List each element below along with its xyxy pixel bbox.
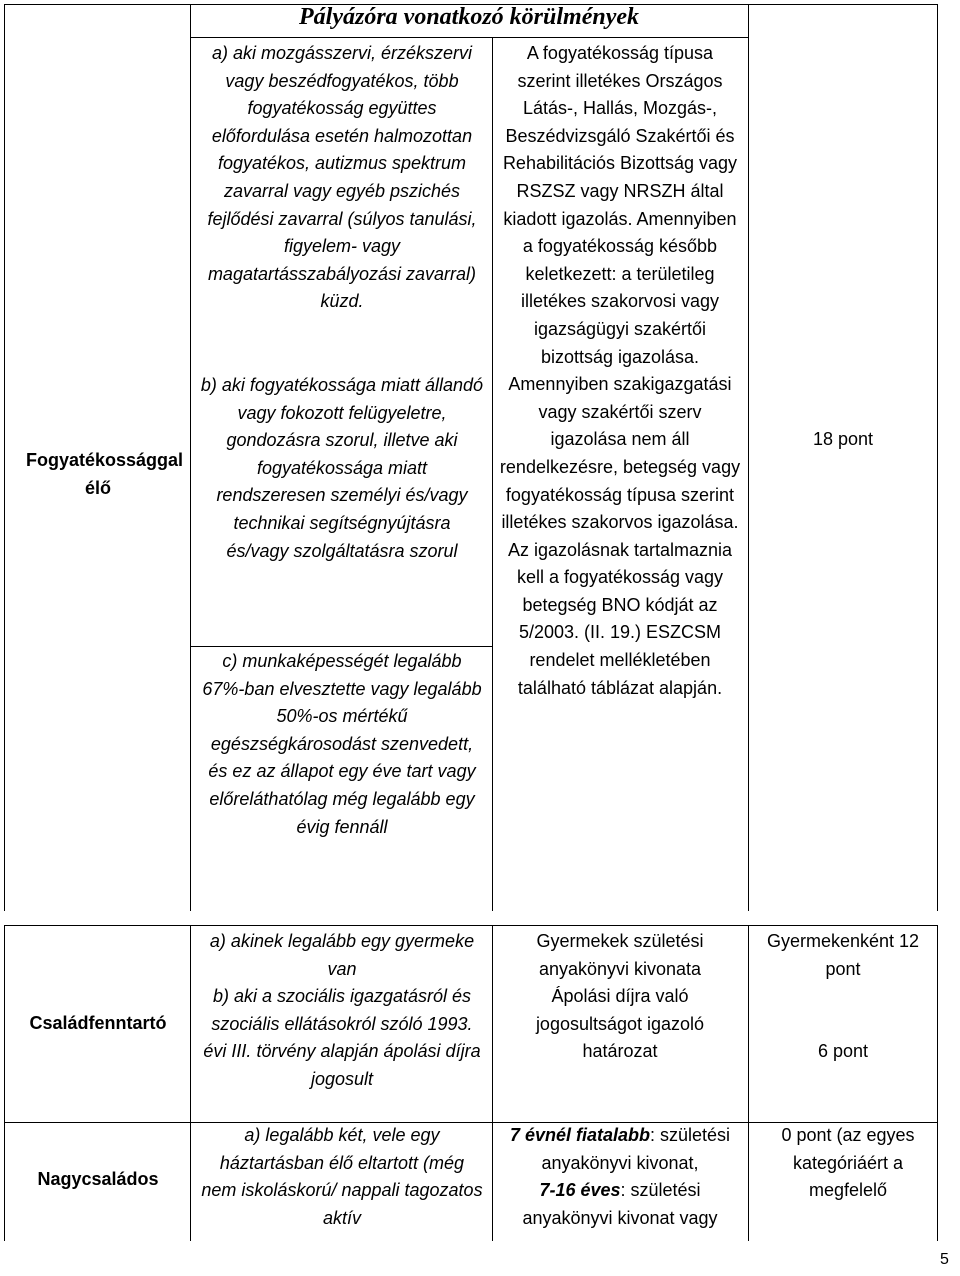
condition-a-fogyatekos: a) aki mozgásszervi, érzékszervi vagy beszédfogyatékos, több fogyatékosság együttes előfordulása esetén halmozottan fogyatékos, autizmus spektrum zavarral vagy egyéb pszichés fejlődési zavarral (súlyos tanulási, figyelem- vagy magatartásszabályozási zavarral) küzd.	[207, 43, 477, 312]
table2-col-divider-1	[190, 925, 191, 1241]
category-nagycsalados: Nagycsaládos	[37, 1169, 159, 1190]
points-fogyatekos: 18 pont	[812, 429, 874, 450]
condition-c-fogyatekos: c) munkaképességét legalább 67%-ban elvesztette vagy legalább 50%-os mértékű egészségkárosodást szenvedett, és ez az állapot egy éve tart vagy előreláthatólag még legalább egy évig fennáll	[202, 651, 482, 837]
document-szuletesi-anyakonyv: Gyermekek születési anyakönyvi kivonata	[536, 931, 704, 979]
table-header-bottom	[190, 37, 748, 38]
col-divider-3	[748, 4, 749, 911]
table2-border-right	[937, 925, 938, 1241]
table-border-right	[937, 4, 938, 911]
page-number: 5	[940, 1251, 949, 1268]
documents-nagycsalados	[498, 1122, 742, 1232]
points-nagycsalados: 0 pont (az egyes kategóriáért a megfelelő	[781, 1125, 915, 1201]
table2-border-left	[4, 925, 5, 1241]
points-apolasi-dij: 6 pont	[817, 1041, 869, 1061]
table-border-left	[4, 4, 5, 911]
condition-b-fogyatekos: b) aki fogyatékossága miatt állandó vagy fokozott felügyeletre, gondozásra szorul, illetve aki fogyatékossága miatt rendszeresen személyi és/vagy technikai segítségnyújtásra és/vagy szolgáltatásra szorul	[200, 375, 484, 561]
table2-col-divider-3	[748, 925, 749, 1241]
document-apolasi-dij: Ápolási díjra való jogosultságot igazoló határozat	[535, 986, 705, 1062]
age-under-7-label: 7 évnél fiatalabb	[509, 1125, 650, 1145]
condition-a-nagycsalados: a) legalább két, vele egy háztartásban élő eltartott (még nem iskoláskorú/ nappali tagozatos aktív	[201, 1125, 483, 1228]
col-divider-1	[190, 4, 191, 911]
condition-a-csaladfenntarto: a) akinek legalább egy gyermeke van	[209, 931, 475, 979]
age-under-7-text: : születési anyakönyvi kivonat,	[541, 1125, 731, 1173]
age-7-16-text: : születési anyakönyvi kivonat vagy	[522, 1180, 718, 1228]
table-top-second-section	[4, 925, 938, 926]
condition-b-divider	[190, 646, 492, 647]
table-title: Pályázóra vonatkozó körülmények	[299, 4, 639, 30]
table2-col-divider-2	[492, 925, 493, 1241]
category-csaladfenntarto: Családfenntartó	[29, 1013, 167, 1034]
category-fogyatekossaggal-elo: Fogyatékossággal élő	[26, 450, 184, 498]
age-7-16-label: 7-16 éves	[539, 1180, 621, 1201]
col-divider-2	[492, 37, 493, 911]
condition-b-csaladfenntarto: b) aki a szociális igazgatásról és szociális ellátásokról szóló 1993. évi III. törvény alapján ápolási díjra jogosult	[203, 986, 481, 1089]
documents-fogyatekos: A fogyatékosság típusa szerint illetékes Országos Látás-, Hallás, Mozgás-, Beszédvizsgáló Szakértői és Rehabilitációs Bizottság vagy RSZSZ vagy NRSZH által kiadott igazolás. Amennyiben a fogyatékosság később keletkezett: a területileg illetékes szakorvosi vagy igazságügyi szakértői bizottság igazolása. Amennyiben szakigazgatási vagy szakértői szerv igazolása nem áll rendelkezésre, betegség vagy fogyatékosság típusa szerint illetékes szakorvos igazolása. Az igazolásnak tartalmaznia kell a fogyatékosság vagy betegség BNO kódját az 5/2003. (II. 19.) ESZCSM rendelet mellékletében található táblázat alapján.	[499, 43, 741, 698]
points-gyermekenkent: Gyermekenként 12 pont	[766, 931, 920, 979]
